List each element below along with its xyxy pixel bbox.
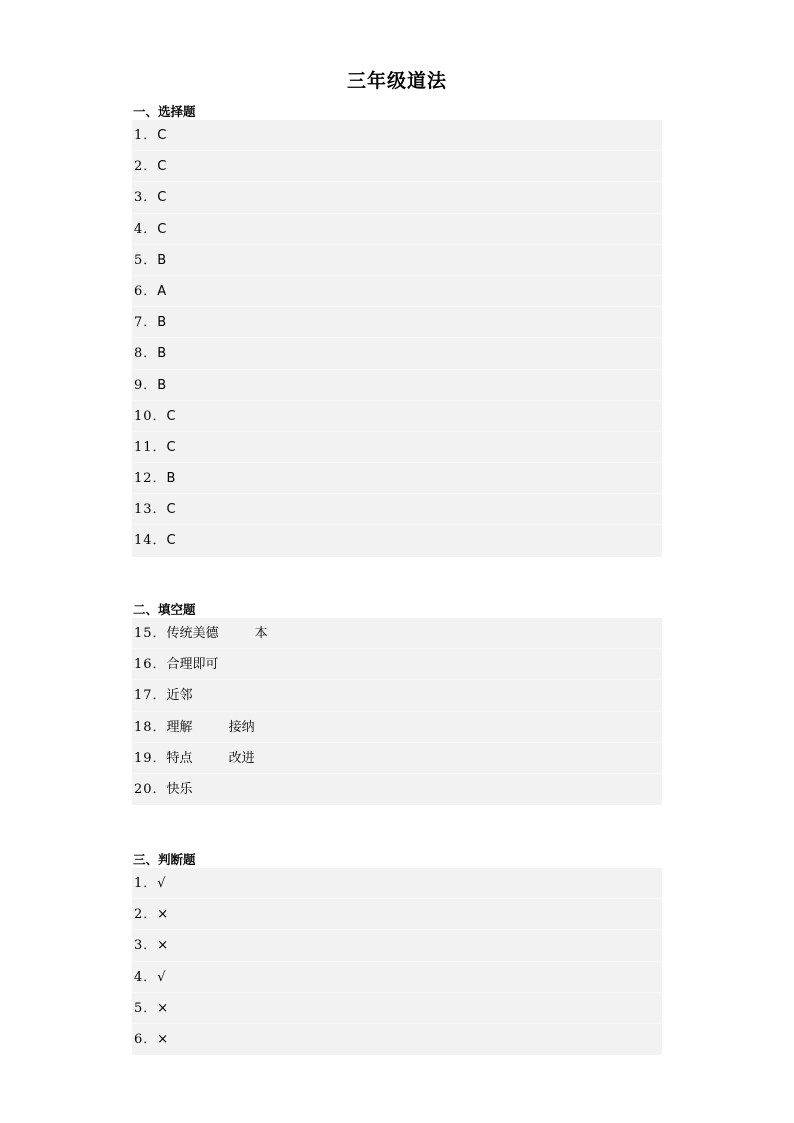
answer-text: 理解 [166,719,193,735]
answer-row [132,1024,662,1055]
section-heading: 三、判断题 [133,852,196,867]
section-heading: 一、选择题 [133,104,196,119]
answer-row [132,463,662,494]
answer-row [132,743,662,774]
answer-row [132,276,662,307]
question-number: 14． [134,533,167,549]
answer-text: B [157,346,167,362]
answer-row [132,712,662,743]
question-number: 13． [134,502,167,518]
answer-row [132,993,662,1024]
answer-row [132,401,662,432]
question-number: 7． [134,315,158,331]
answer-text: C [166,439,176,455]
answer-row [132,494,662,525]
answer-row [132,151,662,182]
answer-row [132,338,662,369]
question-number: 18． [134,719,167,735]
answer-row [132,649,662,680]
answer-text: 快乐 [166,781,193,797]
answer-text: C [157,190,167,206]
question-number: 9． [134,377,158,393]
answer-text: B [166,471,176,487]
answer-text: C [157,159,167,175]
question-number: 19． [134,750,167,766]
answer-list [132,618,662,805]
answer-row [132,680,662,711]
question-number: 3． [134,938,158,954]
answer-text: √ [157,876,166,891]
question-number: 4． [134,969,158,985]
question-number: 2． [134,159,158,175]
answer-text: 接纳 [228,719,255,735]
question-number: 8． [134,346,158,362]
answer-text: × [157,1031,169,1047]
answer-row [132,307,662,338]
question-number: 6． [134,283,158,299]
answer-text: A [157,283,167,299]
answer-text: B [157,252,167,268]
answer-row [132,182,662,213]
answer-text: × [157,938,169,954]
section-fill-in-blank [132,601,662,805]
answer-text: B [157,315,167,331]
answer-list [132,868,662,1055]
answer-text: 传统美德 [166,626,219,641]
answer-text: C [166,408,176,424]
answer-row [132,245,662,276]
question-number: 5． [134,252,158,268]
question-number: 17． [134,688,167,704]
answer-text: C [166,502,176,518]
question-number: 4． [134,221,158,237]
answer-row [132,120,662,151]
answer-text: C [157,128,167,143]
question-number: 11． [134,439,167,455]
answer-text: 特点 [166,750,193,766]
answer-text: C [166,533,176,549]
question-number: 1． [134,128,158,143]
question-number: 20． [134,781,167,797]
answer-text: 合理即可 [166,657,219,673]
answer-row [132,930,662,961]
answer-row [132,899,662,930]
question-number: 1． [134,876,158,891]
question-number: 15． [134,626,167,641]
answer-row [132,962,662,993]
question-number: 6． [134,1031,158,1047]
answer-text: × [157,1000,169,1016]
page-title: 三年级道法 [346,70,447,92]
section-heading: 二、填空题 [133,602,196,617]
answer-row [132,370,662,401]
answer-text: 近邻 [166,688,193,704]
question-number: 12． [134,471,167,487]
question-number: 2． [134,907,158,923]
answer-text: B [157,377,167,393]
answer-text: 本 [254,626,268,641]
answer-row [132,774,662,805]
answer-row [132,525,662,556]
question-number: 10． [134,408,167,424]
question-number: 3． [134,190,158,206]
question-number: 5． [134,1000,158,1016]
answer-text: C [157,221,167,237]
section-multiple-choice [132,103,662,557]
answer-list [132,120,662,557]
answer-row [132,618,662,649]
answer-row [132,868,662,899]
answer-row [132,214,662,245]
answer-text: × [157,907,169,923]
answer-text: 改进 [228,750,255,766]
question-number: 16． [134,657,167,673]
answer-row [132,432,662,463]
section-true-false [132,851,662,1055]
answer-text: √ [157,969,166,985]
